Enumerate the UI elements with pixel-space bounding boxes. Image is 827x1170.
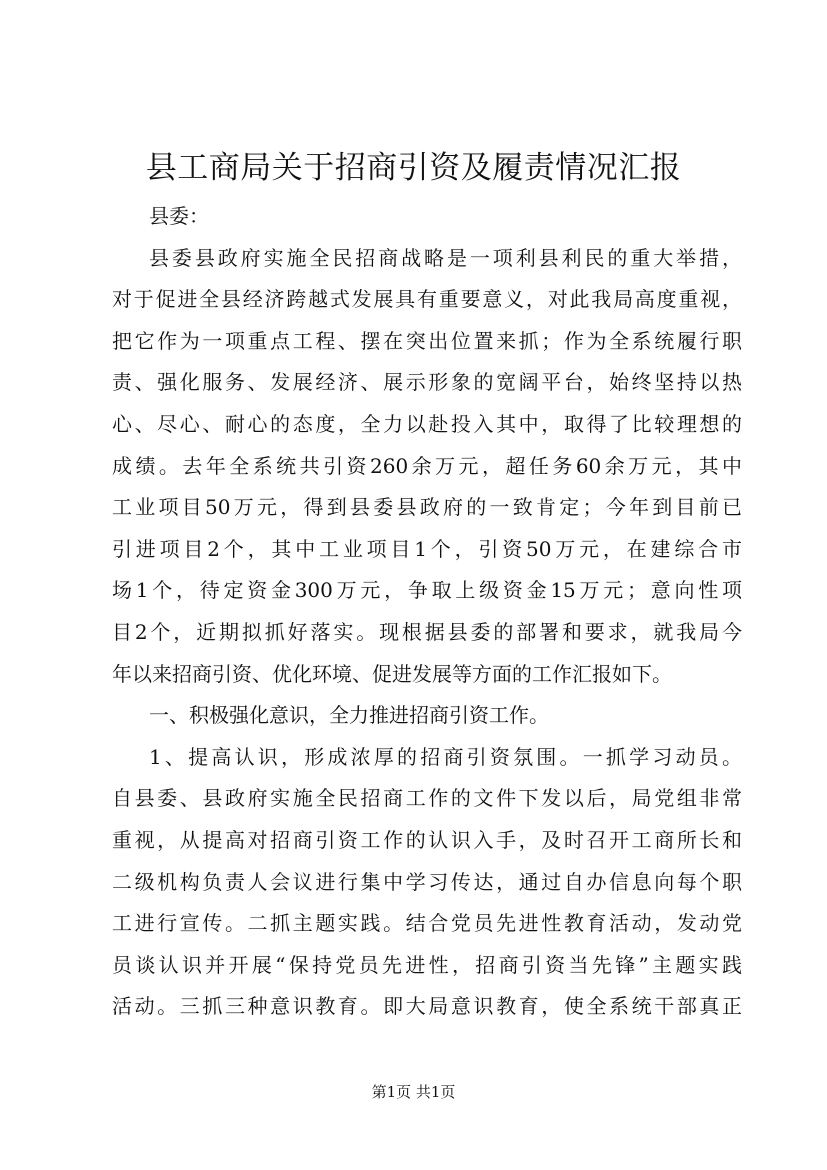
paragraph-line: 目2个，近期拟抓好落实。现根据县委的部署和要求，就我局今 bbox=[112, 619, 742, 644]
paragraph-line: 责、强化服务、发展经济、展示形象的宽阔平台，始终坚持以热 bbox=[112, 370, 742, 395]
paragraph-line: 引进项目2个，其中工业项目1个，引资50万元，在建综合市 bbox=[112, 536, 742, 561]
paragraph-line: 对于促进全县经济跨越式发展具有重要意义，对此我局高度重视， bbox=[112, 287, 742, 312]
paragraph-line: 重视，从提高对招商引资工作的认识入手，及时召开工商所长和 bbox=[112, 827, 742, 852]
paragraph-line: 心、尽心、耐心的态度，全力以赴投入其中，取得了比较理想的 bbox=[112, 411, 742, 436]
document-body bbox=[112, 196, 742, 1028]
paragraph-line: 场1个，待定资金300万元，争取上级资金15万元；意向性项 bbox=[112, 578, 742, 603]
paragraph-line: 活动。三抓三种意识教育。即大局意识教育，使全系统干部真正 bbox=[112, 994, 742, 1019]
section-heading: 一、积极强化意识，全力推进招商引资工作。 bbox=[149, 703, 549, 728]
document-title: 县工商局关于招商引资及履责情况汇报 bbox=[145, 150, 682, 186]
paragraph-line: 年以来招商引资、优化环境、促进发展等方面的工作汇报如下。 bbox=[112, 661, 672, 686]
paragraph-line: 工进行宣传。二抓主题实践。结合党员先进性教育活动，发动党 bbox=[112, 911, 742, 936]
page-number: 第1页 共1页 bbox=[371, 1083, 456, 1101]
paragraph-line: 二级机构负责人会议进行集中学习传达，通过自办信息向每个职 bbox=[112, 869, 742, 894]
salutation: 县委： bbox=[149, 204, 209, 228]
subsection-heading: 1、提高认识，形成浓厚的招商引资氛围。一抓学习动员。 bbox=[149, 744, 742, 769]
paragraph-line: 把它作为一项重点工程、摆在突出位置来抓；作为全系统履行职 bbox=[112, 328, 742, 353]
paragraph-line: 成绩。去年全系统共引资260余万元，超任务60余万元，其中 bbox=[112, 453, 742, 478]
paragraph-line: 员谈认识并开展“保持党员先进性，招商引资当先锋”主题实践 bbox=[112, 952, 742, 977]
paragraph-line: 县委县政府实施全民招商战略是一项利县利民的重大举措， bbox=[149, 245, 742, 270]
paragraph-line: 自县委、县政府实施全民招商工作的文件下发以后，局党组非常 bbox=[112, 786, 742, 811]
paragraph-line: 工业项目50万元，得到县委县政府的一致肯定；今年到目前已 bbox=[112, 495, 742, 520]
